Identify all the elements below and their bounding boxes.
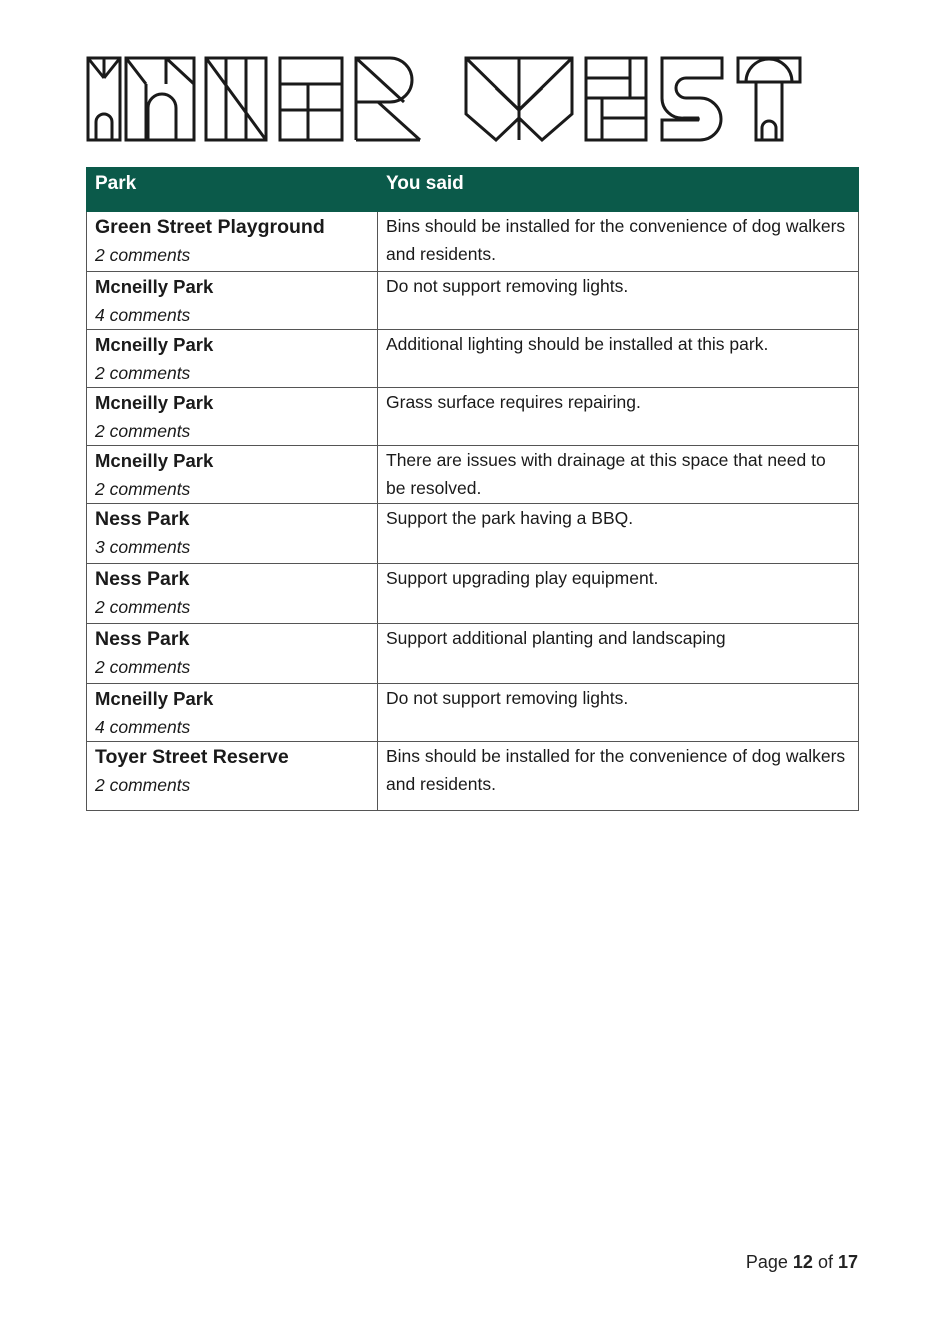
you-said-cell: Support the park having a BBQ. (378, 504, 859, 564)
park-name: Toyer Street Reserve (95, 746, 289, 768)
you-said-cell: Support additional planting and landscaping (378, 624, 859, 684)
current-page: 12 (792, 1252, 813, 1272)
you-said-cell: Grass surface requires repairing. (378, 388, 859, 446)
table-row (87, 504, 859, 564)
you-said-cell: Do not support removing lights. (378, 272, 859, 330)
you-said-cell: Do not support removing lights. (378, 684, 859, 742)
park-cell (87, 212, 378, 272)
park-cell (87, 388, 378, 446)
table-row (87, 330, 859, 388)
table-row (87, 212, 859, 272)
comment-count: 2 comments (95, 775, 191, 795)
logo-letter-r (356, 58, 420, 140)
park-name: Mcneilly Park (95, 392, 214, 413)
logo-letter-i (88, 58, 120, 140)
logo-letter-t (738, 58, 800, 140)
park-name: Ness Park (95, 628, 190, 650)
logo-letter-w (466, 58, 572, 140)
park-name: Mcneilly Park (95, 276, 214, 297)
park-cell (87, 330, 378, 388)
park-name: Mcneilly Park (95, 688, 214, 709)
logo-letter-e1 (280, 58, 342, 140)
park-name: Ness Park (95, 568, 190, 590)
logo-letter-n1 (126, 58, 194, 140)
park-feedback-table (86, 167, 859, 811)
park-cell (87, 446, 378, 504)
logo-letter-n2 (206, 58, 266, 140)
park-name: Mcneilly Park (95, 334, 214, 355)
inner-west-logo (86, 54, 802, 144)
comment-count: 2 comments (95, 597, 191, 617)
table-row (87, 624, 859, 684)
park-cell (87, 624, 378, 684)
table-row (87, 272, 859, 330)
table-row (87, 446, 859, 504)
comment-count: 2 comments (95, 245, 191, 265)
comment-count: 2 comments (95, 657, 191, 677)
park-cell (87, 684, 378, 742)
park-name: Green Street Playground (95, 216, 325, 238)
park-cell (87, 272, 378, 330)
park-name: Ness Park (95, 508, 190, 530)
you-said-cell: Bins should be installed for the convenience of dog walkers and residents. (378, 742, 859, 811)
table-row (87, 388, 859, 446)
column-header-you-said: You said (378, 168, 859, 212)
of-label: of (817, 1252, 833, 1272)
you-said-cell: There are issues with drainage at this space that need to be resolved. (378, 446, 859, 504)
comment-count: 2 comments (95, 363, 191, 383)
park-cell (87, 742, 378, 811)
park-cell (87, 564, 378, 624)
park-cell (87, 504, 378, 564)
table-row (87, 564, 859, 624)
you-said-cell: Bins should be installed for the convenience of dog walkers and residents. (378, 212, 859, 272)
page-label: Page (745, 1252, 788, 1272)
comment-count: 3 comments (95, 537, 191, 557)
comment-count: 4 comments (95, 305, 191, 325)
you-said-cell: Additional lighting should be installed at this park. (378, 330, 859, 388)
column-header-park: Park (87, 168, 378, 212)
logo-letter-s (662, 58, 722, 140)
you-said-cell: Support upgrading play equipment. (378, 564, 859, 624)
table-header-row (87, 168, 859, 212)
comment-count: 2 comments (95, 421, 191, 441)
total-pages: 17 (837, 1252, 858, 1272)
comment-count: 2 comments (95, 479, 191, 499)
park-name: Mcneilly Park (95, 450, 214, 471)
logo-letter-e2 (586, 58, 646, 140)
table-row (87, 742, 859, 811)
comment-count: 4 comments (95, 717, 191, 737)
table-row (87, 684, 859, 742)
page-number (746, 1252, 858, 1273)
